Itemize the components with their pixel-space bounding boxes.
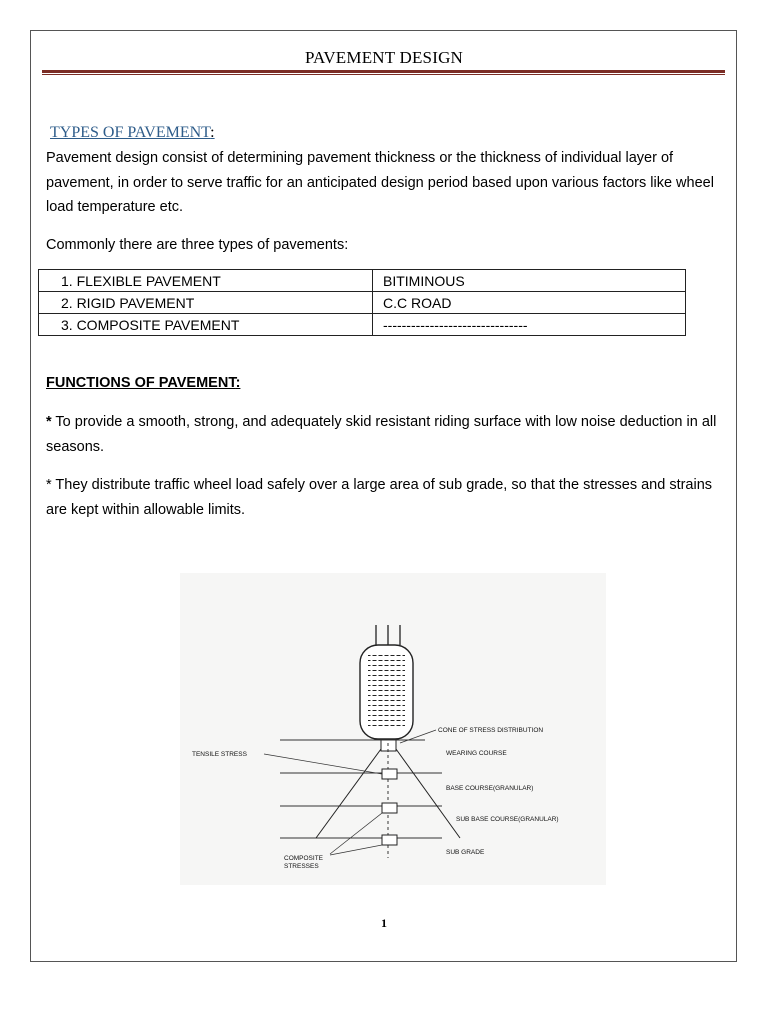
- layer-boundaries: [280, 740, 442, 838]
- label-sub-base-course: SUB BASE COURSE(GRANULAR): [456, 816, 559, 823]
- table-cell-type: 1. FLEXIBLE PAVEMENT: [39, 270, 373, 292]
- bullet-star: *: [46, 414, 52, 430]
- function-text: They distribute traffic wheel load safely over a large area of sub grade, so that the stresses and strains are kept within allowable limits.: [46, 477, 713, 518]
- label-base-course: BASE COURSE(GRANULAR): [446, 785, 534, 792]
- stress-elements: [382, 769, 397, 845]
- leader-lines: [264, 730, 436, 855]
- table-cell-example: BITIMINOUS: [373, 270, 686, 292]
- types-heading-colon: :: [210, 124, 215, 141]
- label-tensile-stress: TENSILE STRESS: [192, 751, 247, 758]
- table-row: [39, 270, 686, 292]
- label-wearing-course: WEARING COURSE: [446, 750, 507, 757]
- stress-diagram: [180, 573, 606, 885]
- types-heading: [50, 124, 215, 142]
- bullet-star: *: [46, 477, 52, 493]
- function-item: [46, 410, 726, 459]
- table-cell-type: 2. RIGID PAVEMENT: [39, 292, 373, 314]
- table-cell-example: C.C ROAD: [373, 292, 686, 314]
- underline-thick: [42, 70, 725, 73]
- label-composite: COMPOSITE: [284, 855, 324, 862]
- table-cell-type: 3. COMPOSITE PAVEMENT: [39, 314, 373, 336]
- functions-heading-text: FUNCTIONS OF PAVEMENT: [46, 375, 236, 391]
- pavement-types-table: [38, 269, 686, 336]
- load-rods: [376, 625, 400, 645]
- types-lead: Commonly there are three types of pavements:: [46, 237, 349, 253]
- types-heading-text: TYPES OF PAVEMENT: [50, 124, 211, 141]
- page-number: 1: [381, 916, 387, 930]
- page-title: PAVEMENT DESIGN: [304, 48, 464, 67]
- stress-distribution-figure: [180, 573, 606, 885]
- intro-paragraph: Pavement design consist of determining pavement thickness or the thickness of individual layer of pavement, in order to serve traffic for an anticipated design period based upon various factors like wheel load temperature etc.: [46, 150, 714, 215]
- underline-thin: [42, 74, 725, 75]
- label-sub-grade: SUB GRADE: [446, 849, 485, 856]
- title-underline: [42, 70, 725, 77]
- function-text: To provide a smooth, strong, and adequately skid resistant riding surface with low noise deduction in all seasons.: [46, 414, 717, 455]
- table-row: [39, 314, 686, 336]
- label-cone: CONE OF STRESS DISTRIBUTION: [438, 727, 544, 734]
- functions-heading-colon: :: [235, 375, 241, 391]
- function-item: [46, 473, 726, 522]
- table-cell-example: -------------------------------: [373, 314, 686, 336]
- contact-plate: [381, 739, 396, 751]
- functions-heading: [46, 375, 240, 391]
- tire-hatching: [368, 655, 405, 727]
- label-stresses: STRESSES: [284, 863, 319, 870]
- table-row: [39, 292, 686, 314]
